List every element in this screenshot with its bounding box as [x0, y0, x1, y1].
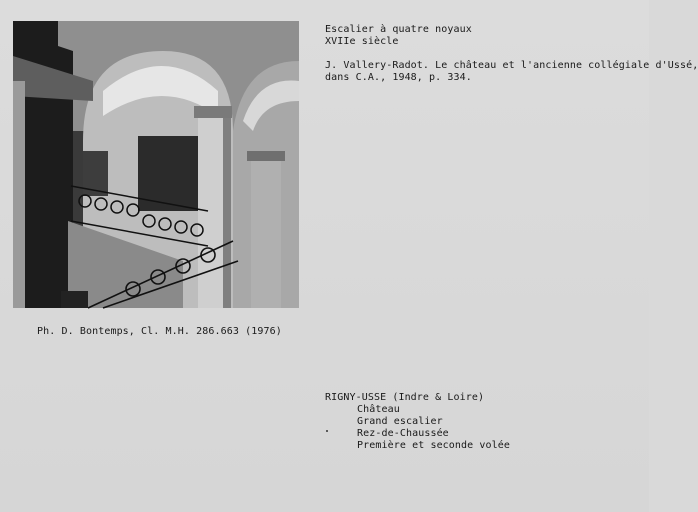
location-block: [325, 392, 510, 452]
ink-speck: [326, 430, 328, 432]
reference-line-1: J. Vallery-Radot. Le château et l'ancienne collégiale d'Ussé,: [325, 60, 698, 71]
staircase-photo: [13, 21, 299, 308]
location-element: Grand escalier: [357, 416, 443, 427]
location-place: RIGNY-USSE (Indre & Loire): [325, 392, 485, 403]
location-detail: Première et seconde volée: [357, 440, 511, 451]
caption-title: Escalier à quatre noyaux: [325, 24, 472, 35]
bibliographic-reference: [325, 60, 698, 84]
caption-block: [325, 24, 472, 48]
location-level: Rez-de-Chaussée: [357, 428, 449, 439]
staircase-photo-drawing: [13, 21, 299, 308]
reference-line-2: dans C.A., 1948, p. 334.: [325, 72, 472, 83]
location-building: Château: [357, 404, 400, 415]
caption-century: XVIIe siècle: [325, 36, 399, 47]
photo-credit: Ph. D. Bontemps, Cl. M.H. 286.663 (1976): [37, 326, 282, 337]
